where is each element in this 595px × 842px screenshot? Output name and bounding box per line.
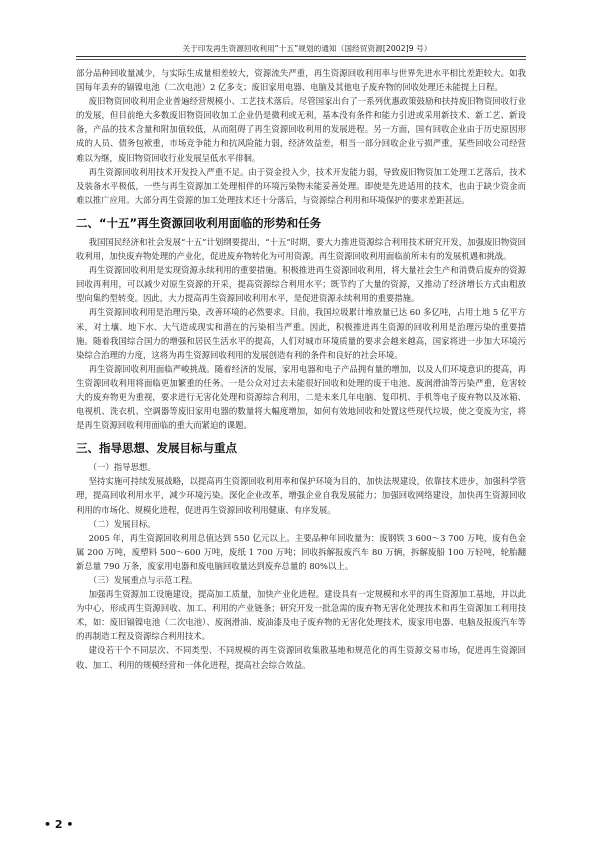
intro-paragraph: 部分品种回收量减少，与实际生成量相差较大，资源流失严重，再生资源回收利用率与世界先进水平相比差距较大。如我国每年丢弃的镉镍电池（二次电池）2 亿多支；废旧家用电器、电脑及其他电子废弃物的回收处理还未能提上日程。 [76,68,526,93]
section-heading-3: 三、指导思想、发展目标与重点 [76,441,237,456]
section2-paragraph: 再生资源回收利用面临严峻挑战。随着经济的发展，家用电器和电子产品拥有量的增加，以及人们环境意识的提高，再生资源回收利用将面临更加繁重的任务。一是公众对过去未能很好回收和处理的废干电池、废润滑油等污染严重，危害较大的废弃物更为重视，要求进行无害化处理和资源综合利用，二是未来几年电脑、复印机、手机等电子废弃物以及冰箱、电视机、洗衣机、空调器等废旧家用电器的数量将大幅度增加，如何有效地回收和处置这些现代垃圾，使之变废为宝，将是再生资源回收利用面临的重大而紧迫的课题。 [76,363,526,431]
subsection-title: （三）发展重点与示范工程。 [88,575,198,585]
subsection-title: （二）发展目标。 [88,518,156,529]
main-body [76,66,526,672]
header-rule [76,56,526,57]
section3-paragraph: 建设若干个不同层次、不同类型、不同规模的再生资源回收集散基地和规范化的再生资源交易市场，促进再生资源回收、加工、利用的规模经营和一体化进程，提高社会综合效益。 [76,645,526,670]
running-header: 关于印发再生资源回收利用“十五”规划的通知（国经贸资源[2002]9 号） [182,44,432,53]
section3-paragraph: 加强再生资源加工设施建设，提高加工质量，加快产业化进程。建设具有一定规模和水平的再生资源加工基地，并以此为中心，形成再生资源回收、加工、利用的产业链条；研究开发一批急需的废弃物无害化处理技术和再生资源加工利用技术，如：废旧镉镍电池（二次电池）、废润滑油、废油漆及电子废弃物的无害化处理技术，废家用电器、电脑及报废汽车等的再制造工程及资源综合利用技术。 [76,589,526,642]
section3-paragraph: 2005 年，再生资源回收利用总值达到 550 亿元以上。主要品种年回收量为：废钢铁 3 600～3 700 万吨，废有色金属 200 万吨，废塑料 500～600 万吨，废纸 1 700 万吨；回收拆解报废汽车 80 万辆，拆解废船 100 万轻吨，轮胎翻新总量 790 万条，废家用电器和废电脑回收量达到废弃总量的 80%以上。 [76,532,526,571]
section2-paragraph: 我国国民经济和社会发展“十五”计划纲要提出，“十五”时期，要大力推进资源综合利用技术研究开发，加强废旧物资回收利用，加快废弃物处理的产业化，促进废弃物转化为可用资源。再生资源回收利用面临前所未有的发展机遇和挑战。 [76,236,526,262]
section3-paragraph: 坚持实施可持续发展战略，以提高再生资源回收利用率和保护环境为目的，加快法规建设，依靠技术进步，加强科学管理，提高回收利用水平，减少环境污染。深化企业改革，增强企业自我发展能力；加强回收网络建设，加快再生资源回收利用的市场化、规模化进程，促进再生资源回收利用健康、有序发展。 [76,476,526,515]
subsection-title: （一）指导思想。 [88,462,156,473]
section2-paragraph: 再生资源回收利用是实现资源永续利用的重要措施。积极推进再生资源回收利用，将大量社会生产和消费后废弃的资源回收再利用，可以减少对原生资源的开采，提高资源综合利用水平；既节约了大量的资源，又推动了经济增长方式由粗放型向集约型转变。因此，大力提高再生资源回收利用水平，是促进资源永续利用的重要措施。 [76,265,526,304]
section2-paragraph: 再生资源回收利用是治理污染，改善环境的必然要求。目前，我国垃圾累计堆放量已达 60 多亿吨，占用土地 5 亿平方米，对土壤、地下水、大气造成现实和潜在的污染相当严重。因此，积极推进再生资源的回收利用是治理污染的重要措施。随着我国综合国力的增强和居民生活水平的提高，人们对城市环境质量的要求会越来越高，国家将进一步加大环境污染综合治理的力度，这将为再生资源回收利用的发展创造有利的条件和良好的社会环境。 [76,307,526,360]
intro-paragraph: 再生资源回收利用技术开发投入严重不足。由于资金投入少，技术开发能力弱，导致废旧物资加工处理工艺落后，技术及装备水平极低，一些与再生资源加工处理相伴的环境污染物未能妥善处理。即使是先进适用的技术，也由于缺少资金而难以推广应用。大部分再生资源的加工处理技术还十分落后，与资源综合利用和环境保护的要求差距甚远。 [76,166,526,205]
section-heading-2: 二、“十五”再生资源回收利用面临的形势和任务 [76,215,322,230]
intro-paragraph: 废旧物资回收利用企业普遍经营规模小、工艺技术落后。尽管国家出台了一系列优惠政策鼓励和扶持废旧物资回收行业的发展，但目前绝大多数废旧物资回收加工企业仍是微利或无利，基本没有条件和能力引进或采用新技术、新工艺、新设备，产品的技术含量和附加值较低，从而阻碍了再生资源回收利用的发展进程。另一方面，国有回收企业由于历史原因形成的人员、债务包袱重，市场竞争能力和抗风险能力弱，经济效益差，相当一部分回收企业亏损严重，某些回收公司经营难以为继，废旧物资回收行业发展呈低水平徘徊。 [76,96,526,163]
page-number: • 2 • [44,818,74,831]
header-rule-thin [76,59,526,60]
